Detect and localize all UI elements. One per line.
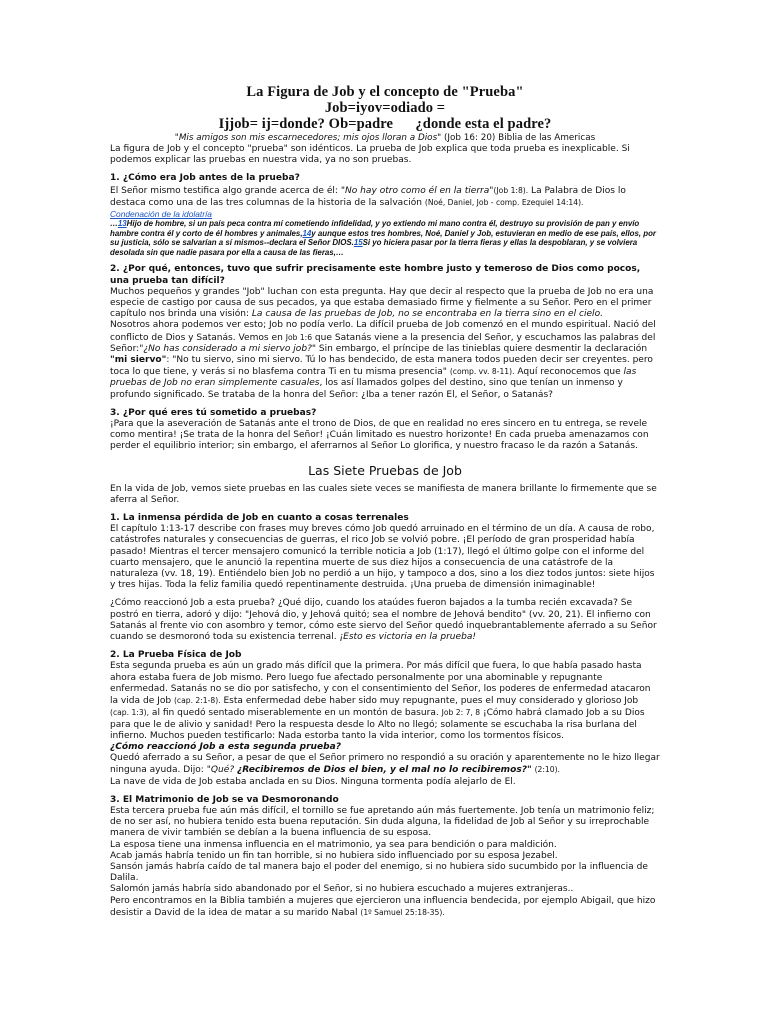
question-1-heading: 1. ¿Cómo era Job antes de la prueba? — [110, 173, 300, 184]
ezekiel-note: …13Hijo de hombre, si un país peca contra mí cometiendo infidelidad, y yo extiendo mi mano contra él, destruyo su provisión de pan y envío hambre contra él y corto de él hombres y animales,14y aunque estos tres hombres, Noé, Daniel y Job, estuvieran en medio de ese país, ellos, por su justicia, sólo se salvarían a sí mismos--declara el Señor DIOS.15Si yo hiciera pasar por la tierra fieras y ellas la despoblaran, y se volviera desolada sin que nadie pasara por ella a causa de las fieras,… — [110, 219, 656, 257]
intro-paragraph: La figura de Job y el concepto "prueba" son idénticos. La prueba de Job explica que toda prueba es inexplicable. Si podemos explicar las pruebas en nuestra vida, ya no son pruebas. — [110, 144, 630, 166]
epigraph-quote: "Mis amigos son mis escarnecedores; mis ojos lloran a Dios" — [174, 133, 442, 143]
verse-14-link[interactable]: 14 — [302, 228, 312, 238]
section-intro: En la vida de Job, vemos siete pruebas en las cuales siete veces se manifiesta de manera brillante lo firmemente que se aferra al Señor. — [110, 483, 657, 505]
question-2-paragraph-2: Nosotros ahora podemos ver esto; Job no podía verlo. La difícil prueba de Job comenzó en el mundo espiritual. Nació del conflicto de Dios y Satanás. Vemos en Job 1:6 que Satanás viene a la presencia del Señor, y escuchamos las palabras del Señor:"¿No has considerado a mi siervo job?" Sin embargo, el príncipe de las tinieblas quiere desmentir la declaración "mi siervo": "No tu siervo, sino mi siervo. Tú lo has bendecido, de esta manera todos pueden decir ser creyentes. pero toca lo que tiene, y verás si no blasfema contra Ti en tu misma presencia" (comp. vv. 8-11). Aquí reconocemos que las pruebas de Job no eran simplemente casuales, los así llamados golpes del destino, sino que tenían un inmenso y profundo significado. Se trataba de la honra del Señor: ¿Iba a tener razón El, el Señor, o Satanás? — [110, 320, 656, 400]
trial-3-line-1: La esposa tiene una inmensa influencia en el matrimonio, ya sea para bendición o para maldición. — [110, 839, 557, 850]
title-line-2: Job=iyov=odiado = — [324, 100, 446, 116]
question-3-paragraph: ¡Para que la aseveración de Satanás ante el trono de Dios, de que en realidad no eres sincero en tu entrega, se revele como mentira! ¡Se trata de la honra del Señor! ¡Cuán limitado es nuestro horizonte! En cada prueba amenazamos con perder el equilibrio interior; sin embargo, el aferrarnos al Señor Lo glorifica, y nuestro fracaso le da razón a Satanás. — [110, 419, 649, 452]
epigraph-ref: (Job 16: 20) Biblia de las Americas — [444, 133, 596, 143]
trial-1-heading: 1. La inmensa pérdida de Job en cuanto a cosas terrenales — [110, 513, 409, 524]
trial-3-line-5: Pero encontramos en la Biblia también a mujeres que ejercieron una influencia bendecida, por ejemplo Abigail, que hizo desistir a David de la idea de matar a su marido Nabal (1º Samuel 25:18-35). — [110, 895, 656, 918]
title-line-1: La Figura de Job y el concepto de "Prueba" — [246, 84, 524, 100]
question-2-paragraph-1: Muchos pequeños y grandes "Job" luchan con esta pregunta. Hay que decir al respecto que la prueba de Job no era una especie de castigo por causa de sus pecados, ya que estaba demasiado firme y fielmente a su Señor. Pero en el primer capítulo nos brinda una visión: La causa de las pruebas de Job, no se encontraba en la tierra sino en el cielo. — [110, 286, 654, 320]
document-page — [110, 84, 660, 919]
trial-2-paragraph-2: Quedó aferrado a su Señor, a pesar de que el Señor primero no respondió a su oración y aparentemente no le hizo llegar ninguna ayuda. Dijo: "Qué? ¿Recibiremos de Dios el bien, y el mal no lo recibiremos?" (2:10). — [110, 753, 660, 776]
verse-13-link[interactable]: 13 — [117, 219, 127, 229]
trial-1-paragraph-1: El capítulo 1:13-17 describe con frases muy breves cómo Job quedó arruinado en el término de un día. A causa de robo, catástrofes naturales y consecuencias de guerras, el rico Job se volvió pobre. ¡El período de gran prosperidad había pasado! Mientras el tercer mensajero comunicó la terrible noticia a Job (1:17), llegó el último golpe con el informe del cuarto mensajero, que le anunció la repentina muerte de sus diez hijos a consecuencia de una catástrofe de la naturaleza (vv. 18, 19). Entiéndelo bien Job no perdió a un hijo, y tampoco a dos, sino a los diez todos juntos: siete hijos y tres hijas. Toda la feliz familia quedó repentinamente destruida. ¡Una prueba de dimensión inimaginable! — [110, 524, 655, 591]
trial-3-paragraph-1: Esta tercera prueba fue aún más difícil, el tornillo se fue apretando aún más fuertemente. Job tenía un matrimonio feliz; de no ser así, no hubiera tenido esta buena reputación. Sin duda alguna, la fidelidad de Job al Señor y su irreprochable manera de vivir también se debían a la buena influencia de su esposa. — [110, 805, 655, 839]
trial-1-paragraph-2: ¿Cómo reaccionó Job a esta prueba? ¿Qué dijo, cuando los ataúdes fueron bajados a la tumba recién excavada? Se postró en tierra, adoró y dijo: "Jehová dio, y Jehová quitó; sea el nombre de Jehová bendito" (vv. 20, 21). El infierno con Satanás al frente vio con asombro y temor, cómo este siervo del Señor quedó inquebrantablemente aferrado a su Señor cuando se desmoronó toda su existencia terrenal. ¡Esto es victoria en la prueba! — [110, 598, 657, 643]
title-line-3: Ijjob= ij=donde? Ob=padre ¿donde esta el padre? — [218, 116, 552, 132]
trial-3-line-4: Salomón jamás habría sido abandonado por el Señor, si no hubiera escuchado a mujeres extranjeras.. — [110, 884, 574, 895]
verse-15-link[interactable]: 15 — [353, 238, 363, 248]
section-title: Las Siete Pruebas de Job — [308, 462, 462, 478]
trial-2-paragraph-1: Esta segunda prueba es aún un grado más difícil que la primera. Por más difícil que fuera, lo que había pasado hasta ahora estaba fuera de Job mismo. Pero luego fue afectado personalmente por una abominable y repugnante enfermedad. Satanás no se dio por satisfecho, y con el consentimiento del Señor, los poderes de enfermedad atacaron la vida de Job (cap. 2:1-8). Esta enfermedad debe haber sido muy repugnante, pues el muy considerado y glorioso Job (cap. 1:3), al fin quedó sentado miserablemente en un montón de basura. Job 2: 7, 8 ¡Cómo habrá clamado Job a su Dios para que le de alivio y sanidad! Pero la respuesta desde lo Alto no llegó; solamente se escuchaba la risa burlana del infierno. Muchos pueden testificarlo: Nada estorba tanto la vida interior, como los tormentos físicos. — [110, 661, 651, 741]
trial-2-heading: 2. La Prueba Física de Job — [110, 650, 242, 661]
trial-2-question: ¿Cómo reaccionó Job a esta segunda prueba? — [110, 741, 341, 752]
epigraph — [110, 133, 660, 144]
question-3-heading: 3. ¿Por qué eres tú sometido a pruebas? — [110, 407, 317, 418]
trial-2-paragraph-3: La nave de vida de Job estaba anclada en su Dios. Ninguna tormenta podía alejarlo de El. — [110, 776, 516, 787]
trial-3-line-3: Sansón jamás habría caído de tal manera bajo el poder del enemigo, si no hubiera sido sucumbido por la influencia de Dalila. — [110, 861, 648, 884]
question-2-heading: 2. ¿Por qué, entonces, tuvo que sufrir precisamente este hombre justo y temeroso de Dios como pocos, una prueba tan difícil? — [110, 264, 641, 286]
trial-3-line-2: Acab jamás habría tenido un fin tan horrible, si no hubiera sido influenciado por su esposa Jezabel. — [110, 850, 558, 861]
question-1-paragraph: El Señor mismo testifica algo grande acerca de él: "No hay otro como él en la tierra"(Job 1:8). La Palabra de Dios lo destaca como una de las tres columnas de la historia de la salvación (Noé, Daniel, Job - comp. Ezequiel 14:14). — [110, 185, 626, 208]
document-title — [110, 84, 660, 132]
idolatry-link[interactable]: Condenación de la idolatría — [110, 209, 212, 220]
trial-3-heading: 3. El Matrimonio de Job se va Desmoronando — [110, 794, 339, 805]
